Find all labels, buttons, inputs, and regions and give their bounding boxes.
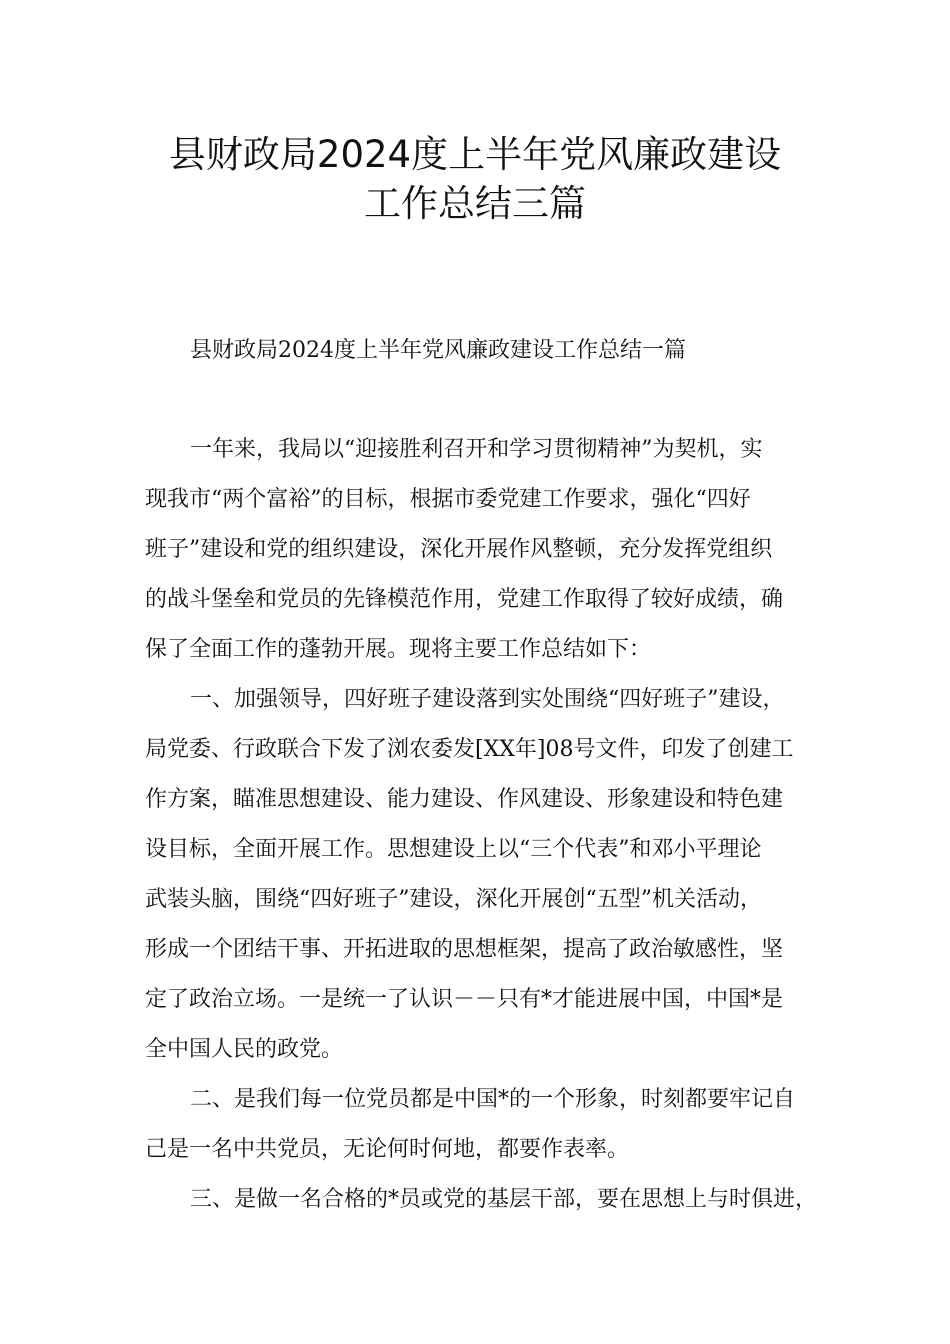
- paragraph-line: 作方案，瞄准思想建设、能力建设、作风建设、形象建设和特色建: [145, 787, 784, 812]
- paragraph-line: 己是一名中共党员，无论何时何地，都要作表率。: [145, 1137, 630, 1162]
- paragraph-line: 一、加强领导，四好班子建设落到实处围绕“四好班子”建设，: [190, 687, 785, 712]
- paragraph-line: 保了全面工作的蓬勃开展。现将主要工作总结如下：: [145, 637, 652, 662]
- paragraph-line: 武装头脑，围绕“四好班子”建设，深化开展创“五型”机关活动，: [145, 887, 762, 912]
- document-subtitle: 县财政局2024度上半年党风廉政建设工作总结一篇: [190, 338, 686, 363]
- paragraph-line: 现我市“两个富裕”的目标，根据市委党建工作要求，强化“四好: [145, 487, 751, 512]
- paragraph-line: 形成一个团结干事、开拓进取的思想框架，提高了政治敏感性，坚: [145, 937, 784, 962]
- paragraph-line: 班子”建设和党的组织建设，深化开展作风整顿，充分发挥党组织: [145, 537, 773, 562]
- paragraph-line: 的战斗堡垒和党员的先锋模范作用，党建工作取得了较好成绩，确: [145, 587, 784, 612]
- paragraph-line: 一年来，我局以“迎接胜利召开和学习贯彻精神”为契机，实: [190, 437, 763, 462]
- document-title-line-2: 工作总结三篇: [364, 182, 586, 225]
- paragraph-line: 二、是我们每一位党员都是中国*的一个形象，时刻都要牢记自: [190, 1087, 796, 1112]
- paragraph-line: 设目标，全面开展工作。思想建设上以“三个代表”和邓小平理论: [145, 837, 762, 862]
- paragraph-line: 局党委、行政联合下发了浏农委发[XX年]08号文件，印发了创建工: [145, 737, 794, 762]
- paragraph-line: 三、是做一名合格的*员或党的基层干部，要在思想上与时俱进，: [190, 1187, 818, 1212]
- paragraph-line: 全中国人民的政党。: [145, 1037, 344, 1062]
- document-title-line-1: 县财政局2024度上半年党风廉政建设: [168, 133, 782, 176]
- paragraph-line: 定了政治立场。一是统一了认识－－只有*才能进展中国，中国*是: [145, 987, 784, 1012]
